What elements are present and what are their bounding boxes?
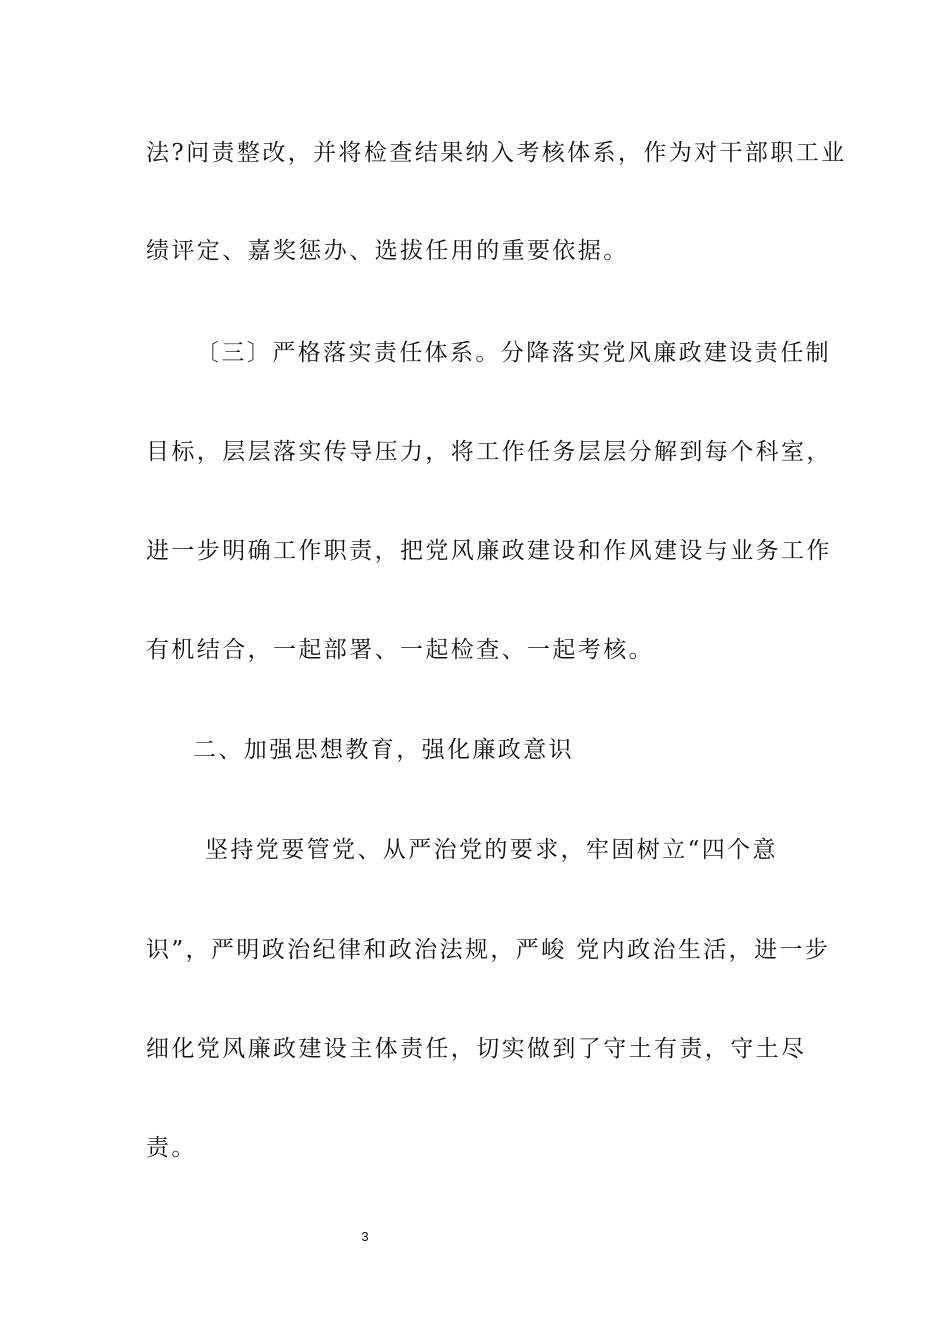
paragraph-line-8: 细化党风廉政建设主体责任，切实做到了守土有责，守土尽 bbox=[146, 1036, 807, 1062]
page-number: 3 bbox=[361, 1229, 369, 1244]
paragraph-line-2: 绩评定、嘉奖惩办、选拔任用的重要依据。 bbox=[146, 238, 629, 264]
paragraph-line-7: 识”，严明政治纪律和政治法规，严峻 党内政治生活，进一步 bbox=[146, 937, 831, 963]
paragraph-line-4: 进一步明确工作职责，把党风廉政建设和作风建设与业务工作 bbox=[146, 538, 832, 564]
paragraph-line-1: 法?问责整改，并将检查结果纳入考核体系，作为对干部职工业 bbox=[146, 140, 847, 166]
section-heading-2: 二、加强思想教育，强化廉政意识 bbox=[193, 737, 574, 763]
paragraph-line-5: 有机结合，一起部署、一起检查、一起考核。 bbox=[146, 637, 654, 663]
paragraph-line-9: 责。 bbox=[146, 1135, 197, 1161]
paragraph-line-3: 目标，层层落实传导压力，将工作任务层层分解到每个科室， bbox=[146, 439, 832, 465]
paragraph-line-6: 坚持党要管党、从严治党的要求，牢固树立“四个意 bbox=[205, 837, 778, 863]
section-heading-line-1: 〔三〕严格落实责任体系。分降落实党风廉政建设责任制 bbox=[196, 340, 831, 366]
